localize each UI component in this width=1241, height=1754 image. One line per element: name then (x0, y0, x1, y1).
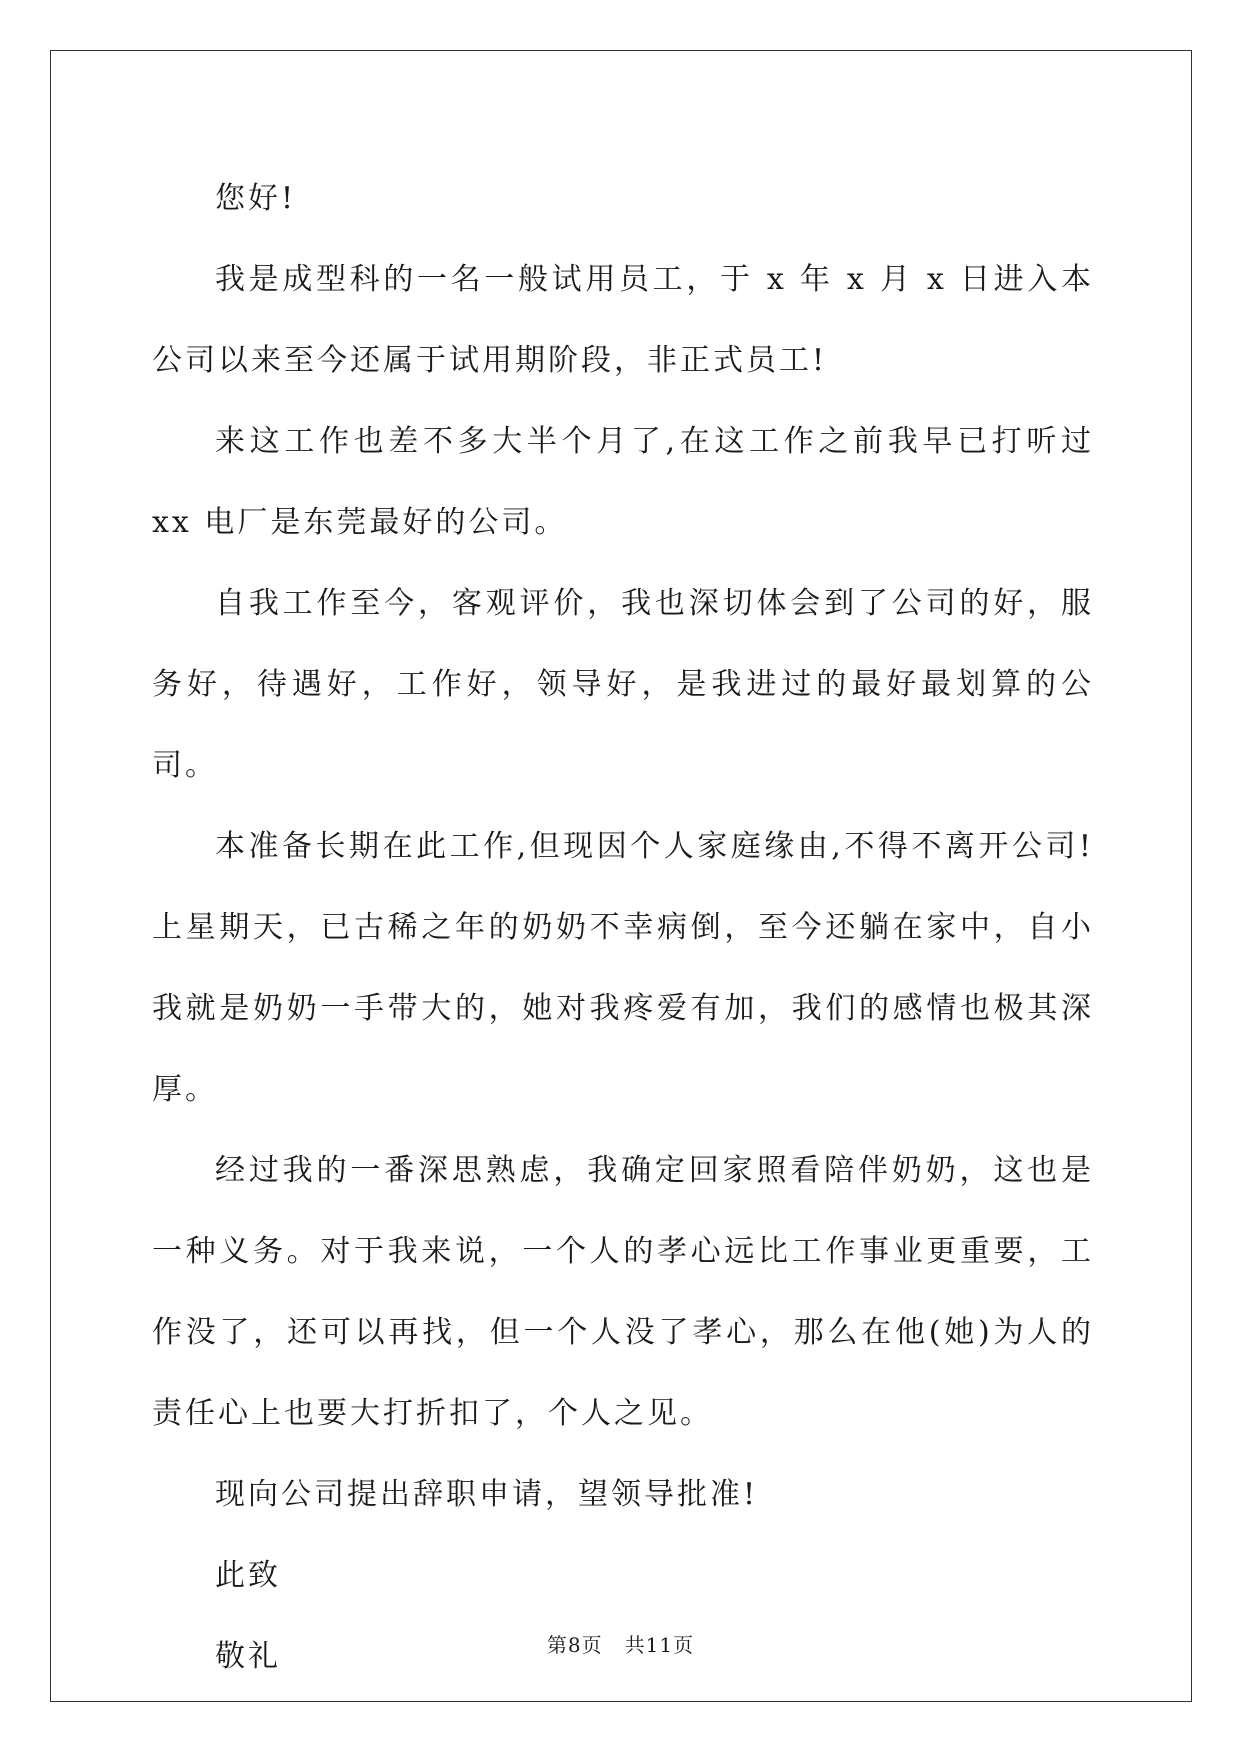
closing-salutation: 此致 (215, 1558, 281, 1593)
closing-regards: 敬礼 (215, 1639, 281, 1674)
paragraph-3: 自我工作至今，客观评价，我也深切体会到了公司的好，服务好，待遇好，工作好，领导好，是我进过的最好最划算的公司。 (152, 586, 1094, 783)
paragraph-2: 来这工作也差不多大半个月了,在这工作之前我早已打听过 xx 电厂是东莞最好的公司。 (152, 424, 1094, 540)
paragraph-4: 本准备长期在此工作,但现因个人家庭缘由,不得不离开公司!上星期天，已古稀之年的奶奶不幸病倒，至今还躺在家中，自小我就是奶奶一手带大的，她对我疼爱有加，我们的感情也极其深厚。 (152, 829, 1094, 1107)
page-footer (0, 1633, 1241, 1657)
paragraph-1: 我是成型科的一名一般试用员工，于 x 年 x 月 x 日进入本公司以来至今还属于试用期阶段，非正式员工! (152, 262, 1094, 378)
page-total: 共11页 (624, 1633, 695, 1657)
letter-body (152, 158, 1094, 1697)
page-number: 第8页 (546, 1633, 603, 1657)
paragraph-6: 现向公司提出辞职申请，望领导批准! (215, 1477, 759, 1512)
greeting: 您好! (215, 181, 297, 216)
paragraph-5: 经过我的一番深思熟虑，我确定回家照看陪伴奶奶，这也是一种义务。对于我来说，一个人的孝心远比工作事业更重要，工作没了，还可以再找，但一个人没了孝心，那么在他(她)为人的责任心上也要大打折扣了，个人之见。 (152, 1153, 1094, 1431)
